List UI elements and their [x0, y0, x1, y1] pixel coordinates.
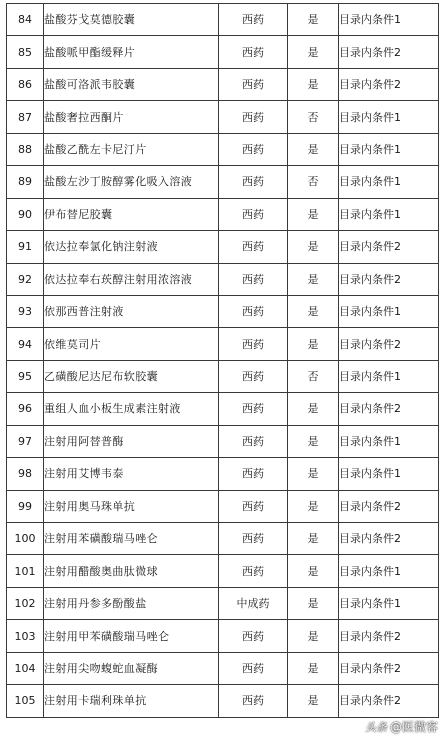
flag-cell: 是 — [288, 295, 339, 327]
drug-type-cell: 西药 — [219, 295, 288, 327]
condition-cell: 目录内条件1 — [339, 4, 439, 36]
drug-name-cell: 盐酸芬戈莫德胶囊 — [44, 4, 219, 36]
flag-cell: 是 — [288, 620, 339, 652]
drug-name-cell: 注射用卡瑞利珠单抗 — [44, 685, 219, 717]
drug-type-cell: 西药 — [219, 652, 288, 684]
condition-cell: 目录内条件2 — [339, 263, 439, 295]
table-row — [7, 523, 439, 555]
table-row — [7, 198, 439, 230]
flag-cell: 是 — [288, 490, 339, 522]
drug-name-cell: 依达拉奉氯化钠注射液 — [44, 231, 219, 263]
condition-cell: 目录内条件1 — [339, 101, 439, 133]
condition-cell: 目录内条件1 — [339, 458, 439, 490]
drug-type-cell: 西药 — [219, 263, 288, 295]
table-row — [7, 133, 439, 165]
condition-cell: 目录内条件2 — [339, 393, 439, 425]
drug-name-cell: 盐酸乙酰左卡尼汀片 — [44, 133, 219, 165]
condition-cell: 目录内条件2 — [339, 328, 439, 360]
drug-type-cell: 中成药 — [219, 587, 288, 619]
condition-cell: 目录内条件2 — [339, 652, 439, 684]
table-row — [7, 393, 439, 425]
row-number-cell: 104 — [7, 652, 44, 684]
drug-type-cell: 西药 — [219, 166, 288, 198]
table-row — [7, 295, 439, 327]
flag-cell: 是 — [288, 587, 339, 619]
condition-cell: 目录内条件2 — [339, 231, 439, 263]
row-number-cell: 103 — [7, 620, 44, 652]
drug-name-cell: 依维莫司片 — [44, 328, 219, 360]
flag-cell: 是 — [288, 652, 339, 684]
condition-cell: 目录内条件1 — [339, 587, 439, 619]
table-row — [7, 101, 439, 133]
drug-type-cell: 西药 — [219, 36, 288, 68]
drug-name-cell: 重组人血小板生成素注射液 — [44, 393, 219, 425]
flag-cell: 是 — [288, 685, 339, 717]
flag-cell: 否 — [288, 360, 339, 392]
condition-cell: 目录内条件1 — [339, 425, 439, 457]
flag-cell: 是 — [288, 263, 339, 295]
drug-type-cell: 西药 — [219, 4, 288, 36]
flag-cell: 是 — [288, 425, 339, 457]
condition-cell: 目录内条件1 — [339, 198, 439, 230]
drug-name-cell: 伊布替尼胶囊 — [44, 198, 219, 230]
table-row — [7, 263, 439, 295]
toutiao-watermark — [365, 718, 438, 735]
flag-cell: 是 — [288, 555, 339, 587]
drug-name-cell: 注射用甲苯磺酸瑞马唑仑 — [44, 620, 219, 652]
row-number-cell: 90 — [7, 198, 44, 230]
flag-cell: 是 — [288, 68, 339, 100]
drug-type-cell: 西药 — [219, 393, 288, 425]
row-number-cell: 100 — [7, 523, 44, 555]
toutiao-logo: 头条 — [364, 720, 387, 734]
row-number-cell: 101 — [7, 555, 44, 587]
table-row — [7, 425, 439, 457]
table-body — [7, 4, 439, 718]
row-number-cell: 96 — [7, 393, 44, 425]
row-number-cell: 89 — [7, 166, 44, 198]
drug-type-cell: 西药 — [219, 360, 288, 392]
drug-type-cell: 西药 — [219, 101, 288, 133]
row-number-cell: 91 — [7, 231, 44, 263]
drug-name-cell: 盐酸左沙丁胺醇雾化吸入溶液 — [44, 166, 219, 198]
row-number-cell: 94 — [7, 328, 44, 360]
row-number-cell: 93 — [7, 295, 44, 327]
flag-cell: 是 — [288, 198, 339, 230]
drug-name-cell: 依那西普注射液 — [44, 295, 219, 327]
row-number-cell: 84 — [7, 4, 44, 36]
condition-cell: 目录内条件1 — [339, 133, 439, 165]
drug-type-cell: 西药 — [219, 620, 288, 652]
table-row — [7, 587, 439, 619]
condition-cell: 目录内条件2 — [339, 68, 439, 100]
drug-name-cell: 注射用阿替普酶 — [44, 425, 219, 457]
table-row — [7, 4, 439, 36]
flag-cell: 是 — [288, 458, 339, 490]
drug-type-cell: 西药 — [219, 555, 288, 587]
drug-name-cell: 注射用艾博韦泰 — [44, 458, 219, 490]
drug-type-cell: 西药 — [219, 231, 288, 263]
flag-cell: 是 — [288, 393, 339, 425]
condition-cell: 目录内条件1 — [339, 360, 439, 392]
table-row — [7, 685, 439, 717]
table-row — [7, 328, 439, 360]
drug-type-cell: 西药 — [219, 328, 288, 360]
condition-cell: 目录内条件2 — [339, 36, 439, 68]
row-number-cell: 102 — [7, 587, 44, 619]
row-number-cell: 86 — [7, 68, 44, 100]
drug-name-cell: 盐酸奢拉西酮片 — [44, 101, 219, 133]
drug-catalog-table — [6, 3, 439, 718]
row-number-cell: 87 — [7, 101, 44, 133]
condition-cell: 目录内条件1 — [339, 295, 439, 327]
drug-type-cell: 西药 — [219, 458, 288, 490]
row-number-cell: 99 — [7, 490, 44, 522]
condition-cell: 目录内条件2 — [339, 490, 439, 522]
table-row — [7, 620, 439, 652]
drug-name-cell: 注射用尖吻蝮蛇血凝酶 — [44, 652, 219, 684]
table-row — [7, 490, 439, 522]
drug-type-cell: 西药 — [219, 68, 288, 100]
row-number-cell: 98 — [7, 458, 44, 490]
drug-name-cell: 注射用丹参多酚酸盐 — [44, 587, 219, 619]
row-number-cell: 85 — [7, 36, 44, 68]
row-number-cell: 92 — [7, 263, 44, 295]
document-sheet — [6, 3, 438, 718]
drug-type-cell: 西药 — [219, 198, 288, 230]
flag-cell: 是 — [288, 133, 339, 165]
condition-cell: 目录内条件2 — [339, 523, 439, 555]
row-number-cell: 97 — [7, 425, 44, 457]
condition-cell: 目录内条件2 — [339, 620, 439, 652]
drug-name-cell: 乙磺酸尼达尼布软胶囊 — [44, 360, 219, 392]
table-row — [7, 68, 439, 100]
drug-name-cell: 盐酸哌甲酯缓释片 — [44, 36, 219, 68]
drug-name-cell: 盐酸可洛派韦胶囊 — [44, 68, 219, 100]
table-row — [7, 166, 439, 198]
flag-cell: 否 — [288, 166, 339, 198]
drug-type-cell: 西药 — [219, 425, 288, 457]
watermark-account: @医微客 — [389, 720, 438, 734]
table-row — [7, 36, 439, 68]
flag-cell: 是 — [288, 328, 339, 360]
drug-name-cell: 注射用醋酸奥曲肽微球 — [44, 555, 219, 587]
flag-cell: 是 — [288, 523, 339, 555]
flag-cell: 是 — [288, 36, 339, 68]
drug-type-cell: 西药 — [219, 133, 288, 165]
condition-cell: 目录内条件1 — [339, 166, 439, 198]
table-row — [7, 555, 439, 587]
drug-name-cell: 注射用苯磺酸瑞马唑仑 — [44, 523, 219, 555]
table-row — [7, 458, 439, 490]
flag-cell: 否 — [288, 101, 339, 133]
table-row — [7, 231, 439, 263]
row-number-cell: 88 — [7, 133, 44, 165]
condition-cell: 目录内条件1 — [339, 555, 439, 587]
drug-type-cell: 西药 — [219, 490, 288, 522]
table-row — [7, 652, 439, 684]
flag-cell: 是 — [288, 4, 339, 36]
flag-cell: 是 — [288, 231, 339, 263]
condition-cell: 目录内条件2 — [339, 685, 439, 717]
row-number-cell: 95 — [7, 360, 44, 392]
drug-name-cell: 注射用奥马珠单抗 — [44, 490, 219, 522]
table-row — [7, 360, 439, 392]
drug-type-cell: 西药 — [219, 523, 288, 555]
drug-type-cell: 西药 — [219, 685, 288, 717]
drug-name-cell: 依达拉奉右莰醇注射用浓溶液 — [44, 263, 219, 295]
row-number-cell: 105 — [7, 685, 44, 717]
